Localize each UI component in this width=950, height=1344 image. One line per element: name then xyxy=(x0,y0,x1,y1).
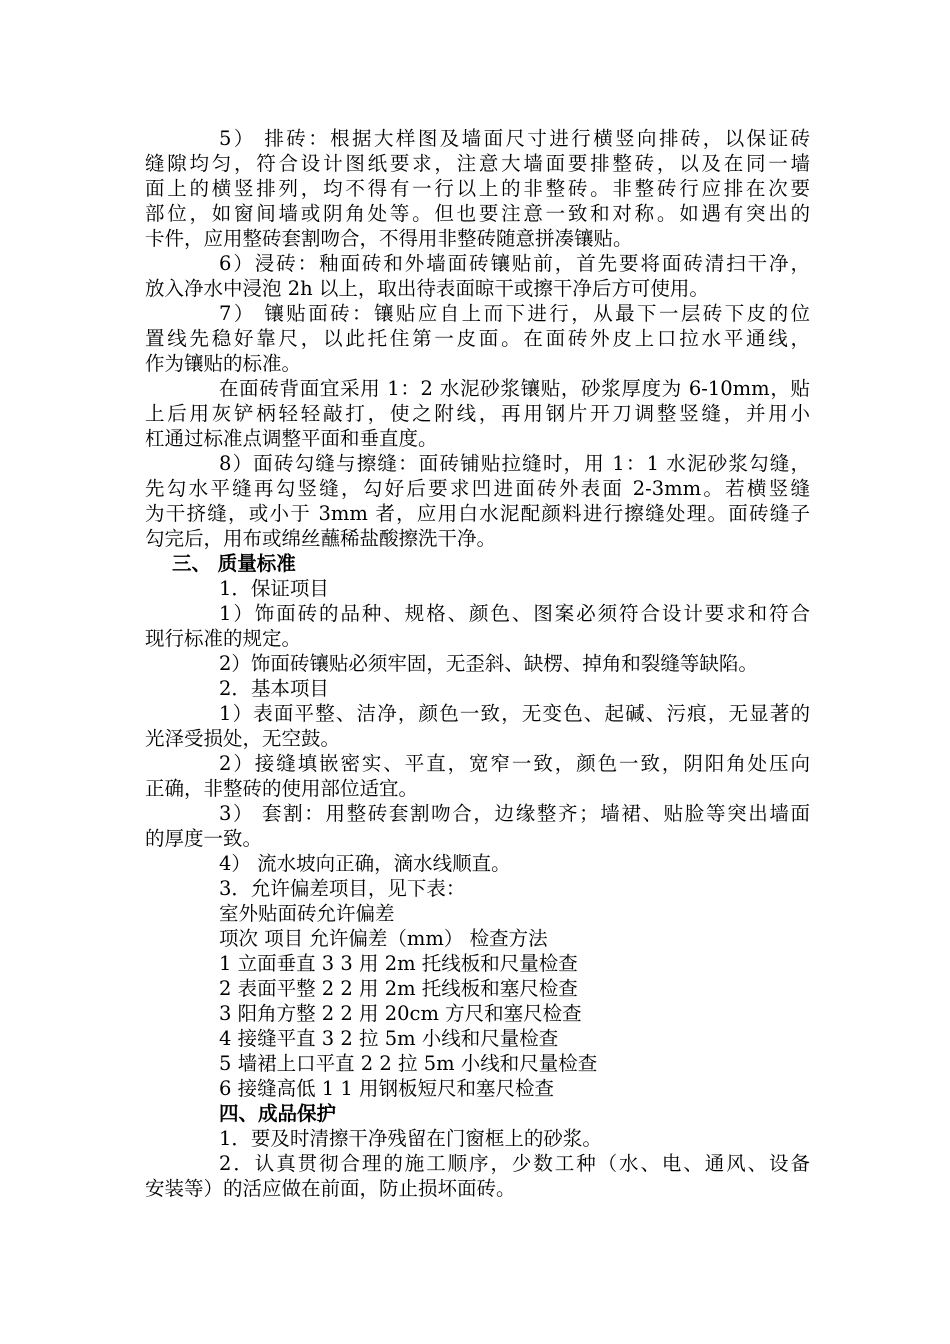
paragraph-line: 先勾水平缝再勾竖缝，勾好后要求凹进面砖外表面 2-3mm。若横竖缝 xyxy=(145,477,810,500)
paragraph-line: 2）接缝填嵌密实、平直，宽窄一致，颜色一致，阴阳角处压向 xyxy=(219,752,810,775)
paragraph-line: 勾完后，用布或绵丝蘸稀盐酸擦洗干净。 xyxy=(145,527,497,550)
table-row: 5 墙裙上口平直 2 2 拉 5m 小线和尺量检查 xyxy=(219,1052,598,1075)
paragraph-line: 6）浸砖：釉面砖和外墙面砖镶贴前，首先要将面砖清扫干净， xyxy=(219,252,810,275)
paragraph-line: 在面砖背面宜采用 1：2 水泥砂浆镶贴，砂浆厚度为 6-10mm，贴 xyxy=(219,377,810,400)
paragraph-line: 4） 流水坡向正确，滴水线顺直。 xyxy=(219,852,511,875)
paragraph-line: 的厚度一致。 xyxy=(145,827,263,850)
paragraph-line: 1．要及时清擦干净残留在门窗框上的砂浆。 xyxy=(219,1127,602,1150)
paragraph-line: 2．基本项目 xyxy=(219,677,329,700)
paragraph-line: 部位，如窗间墙或阴角处等。但也要注意一致和对称。如遇有突出的 xyxy=(145,202,810,225)
paragraph-line: 8）面砖勾缝与擦缝：面砖铺贴拉缝时，用 1：1 水泥砂浆勾缝， xyxy=(219,452,810,475)
paragraph-line: 1）表面平整、洁净，颜色一致，无变色、起碱、污痕，无显著的 xyxy=(219,702,810,725)
paragraph-line: 面上的横竖排列，均不得有一行以上的非整砖。非整砖行应排在次要 xyxy=(145,177,810,200)
paragraph-line: 置线先稳好靠尺，以此托住第一皮面。在面砖外皮上口拉水平通线， xyxy=(145,327,810,350)
paragraph-line: 3） 套割：用整砖套割吻合，边缘整齐；墙裙、贴脸等突出墙面 xyxy=(219,802,810,825)
paragraph-line: 正确，非整砖的使用部位适宜。 xyxy=(145,777,419,800)
section-heading: 四、成品保护 xyxy=(219,1102,337,1125)
table-row: 2 表面平整 2 2 用 2m 托线板和塞尺检查 xyxy=(219,977,578,1000)
paragraph-line: 作为镶贴的标准。 xyxy=(145,352,302,375)
paragraph-line: 缝隙均匀，符合设计图纸要求，注意大墙面要排整砖，以及在同一墙 xyxy=(145,152,810,175)
paragraph-line: 杠通过标准点调整平面和垂直度。 xyxy=(145,427,438,450)
table-header-row: 项次 项目 允许偏差（mm） 检查方法 xyxy=(219,927,548,950)
paragraph-line: 1）饰面砖的品种、规格、颜色、图案必须符合设计要求和符合 xyxy=(219,602,810,625)
paragraph-line: 现行标准的规定。 xyxy=(145,627,302,650)
paragraph-line: 安装等）的活应做在前面，防止损坏面砖。 xyxy=(145,1177,516,1200)
paragraph-line: 3．允许偏差项目，见下表： xyxy=(219,877,466,900)
table-row: 4 接缝平直 3 2 拉 5m 小线和尺量检查 xyxy=(219,1027,559,1050)
section-heading: 三、 质量标准 xyxy=(172,552,296,575)
table-title: 室外贴面砖允许偏差 xyxy=(219,902,395,925)
paragraph-line: 卡件，应用整砖套割吻合，不得用非整砖随意拼凑镶贴。 xyxy=(145,227,633,250)
paragraph-line: 1．保证项目 xyxy=(219,577,329,600)
paragraph-line: 7） 镶贴面砖：镶贴应自上而下进行，从最下一层砖下皮的位 xyxy=(219,302,810,325)
table-row: 3 阳角方整 2 2 用 20cm 方尺和塞尺检查 xyxy=(219,1002,582,1025)
paragraph-line: 光泽受损处，无空鼓。 xyxy=(145,727,341,750)
paragraph-line: 2．认真贯彻合理的施工顺序，少数工种（水、电、通风、设备 xyxy=(219,1152,810,1175)
paragraph-line: 为干挤缝，或小于 3mm 者，应用白水泥配颜料进行擦缝处理。面砖缝子 xyxy=(145,502,810,525)
paragraph-line: 放入净水中浸泡 2h 以上，取出待表面晾干或擦干净后方可使用。 xyxy=(145,277,709,300)
table-row: 6 接缝高低 1 1 用钢板短尺和塞尺检查 xyxy=(219,1077,555,1100)
paragraph-line: 上后用灰铲柄轻轻敲打，使之附线，再用钢片开刀调整竖缝，并用小 xyxy=(145,402,810,425)
paragraph-line: 5） 排砖：根据大样图及墙面尺寸进行横竖向排砖，以保证砖 xyxy=(219,127,810,150)
table-row: 1 立面垂直 3 3 用 2m 托线板和尺量检查 xyxy=(219,952,578,975)
paragraph-line: 2）饰面砖镶贴必须牢固，无歪斜、缺楞、掉角和裂缝等缺陷。 xyxy=(219,652,758,675)
